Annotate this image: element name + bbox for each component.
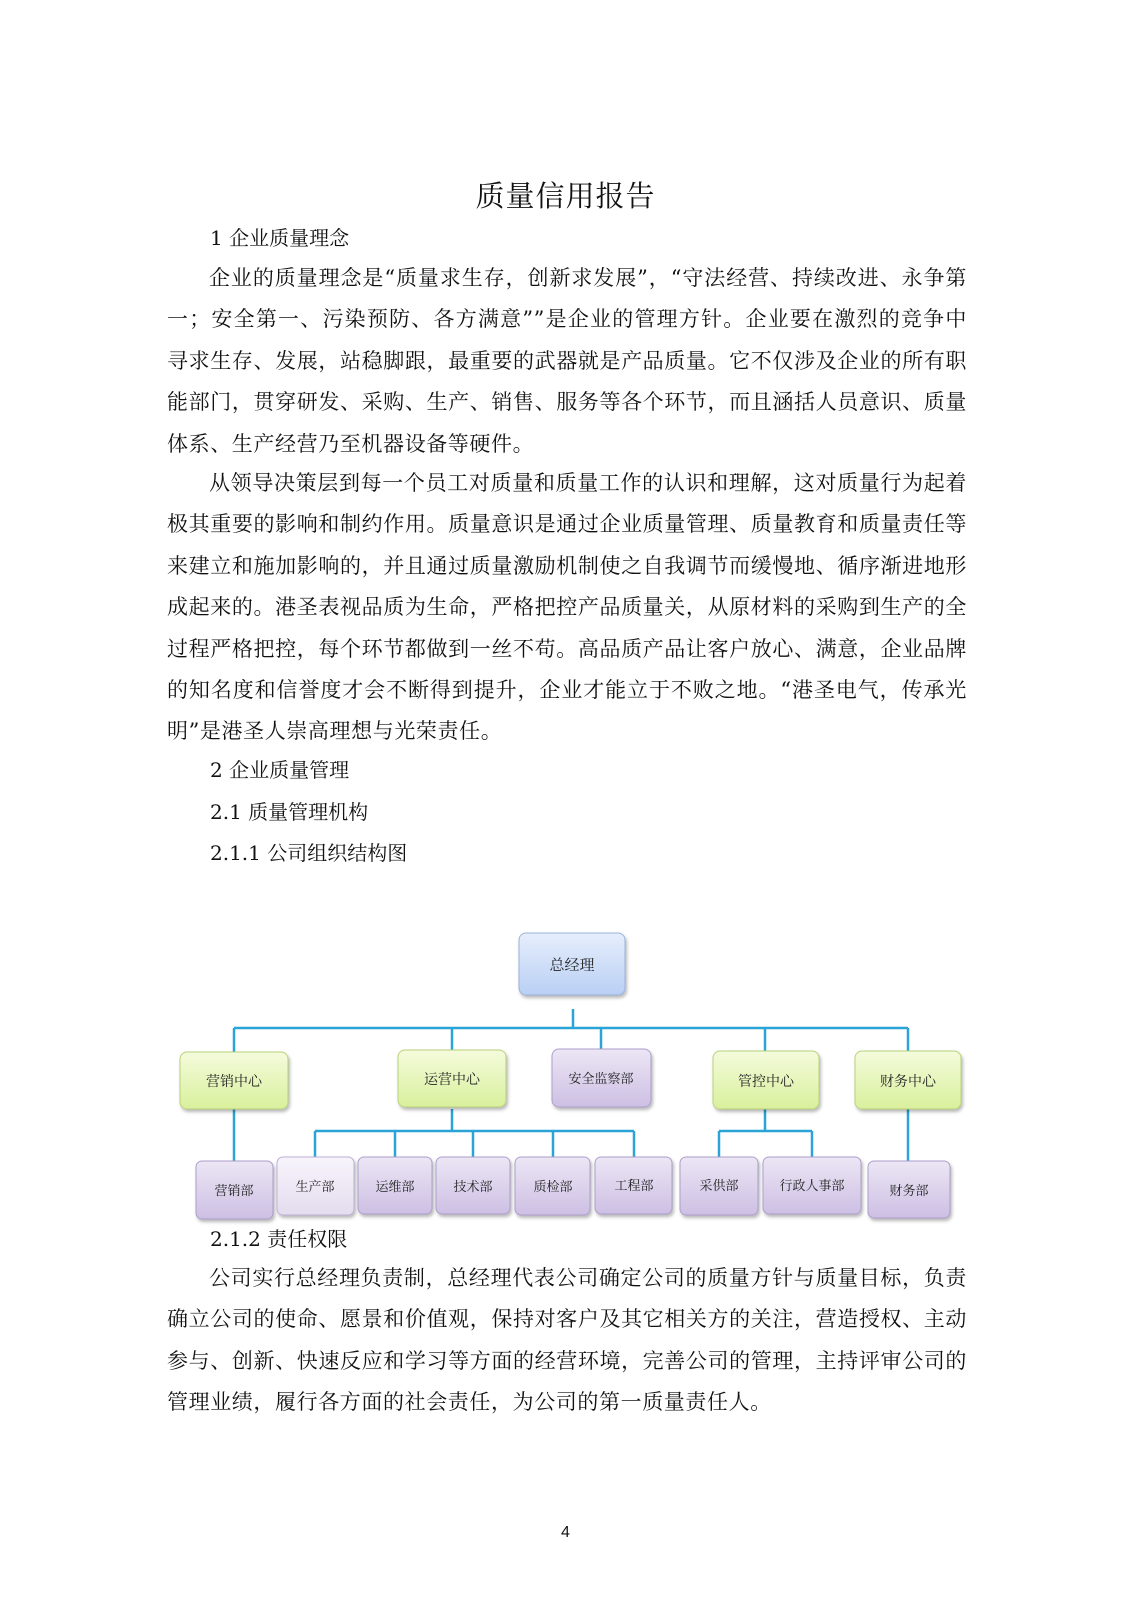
svg-text:总经理: 总经理	[549, 957, 595, 974]
section-2-heading: 2 企业质量管理	[210, 758, 350, 782]
section-1-paragraph-1: 企业的质量理念是“质量求生存，创新求发展”，“守法经营、持续改进、永争第一；安全第一、污染预防、各方满意””是企业的管理方针。企业要在激烈的竞争中寻求生存、发展，站稳脚跟，最重要的武器就是产品质量。它不仅涉及企业的所有职能部门，贯穿研发、采购、生产、销售、服务等各个环节，而且涵括人员意识、质量体系、生产经营乃至机器设备等硬件。	[167, 266, 967, 456]
svg-text:生产部: 生产部	[295, 1179, 335, 1194]
svg-text:安全监察部: 安全监察部	[568, 1071, 634, 1086]
org-node-technology-dept	[436, 1157, 510, 1214]
org-node-engineering-dept	[595, 1157, 672, 1214]
svg-text:财务部: 财务部	[889, 1183, 929, 1198]
org-node-sales-center	[180, 1052, 288, 1109]
org-node-sales-dept	[196, 1161, 273, 1219]
org-node-operations-center	[398, 1050, 506, 1107]
section-1-paragraph-2: 从领导决策层到每一个员工对质量和质量工作的认识和理解，这对质量行为起着极其重要的影响和制约作用。质量意识是通过企业质量管理、质量教育和质量责任等来建立和施加影响的，并且通过质量激励机制使之自我调节而缓慢地、循序渐进地形成起来的。港圣表视品质为生命，严格把控产品质量关，从原材料的采购到生产的全过程严格把控，每个环节都做到一丝不苟。高品质产品让客户放心、满意，企业品牌的知名度和信誉度才会不断得到提升，企业才能立于不败之地。“港圣电气，传承光明”是港圣人崇高理想与光荣责任。	[167, 471, 967, 744]
section-2-1-heading: 2.1 质量管理机构	[210, 800, 369, 824]
svg-text:管控中心: 管控中心	[738, 1073, 794, 1089]
section-2-1-2-paragraph-1: 公司实行总经理负责制，总经理代表公司确定公司的质量方针与质量目标，负责确立公司的使命、愿景和价值观，保持对客户及其它相关方的关注，营造授权、主动参与、创新、快速反应和学习等方面的经营环境，完善公司的管理，主持评审公司的管理业绩，履行各方面的社会责任，为公司的第一质量责任人。	[167, 1266, 967, 1415]
svg-text:营销部: 营销部	[214, 1183, 254, 1198]
svg-text:运维部: 运维部	[375, 1179, 415, 1194]
svg-text:采供部: 采供部	[699, 1178, 739, 1193]
org-node-finance-center	[855, 1051, 961, 1109]
org-node-admin-hr-dept	[763, 1157, 861, 1214]
svg-text:工程部: 工程部	[614, 1178, 654, 1193]
section-2-1-2-heading: 2.1.2 责任权限	[210, 1227, 348, 1251]
org-node-finance-dept	[868, 1161, 950, 1218]
svg-text:营销中心: 营销中心	[206, 1073, 262, 1089]
section-1-heading: 1 企业质量理念	[210, 226, 350, 250]
org-node-control-center	[713, 1051, 819, 1109]
org-node-quality-inspection-dept	[515, 1157, 590, 1215]
org-node-procurement-dept	[680, 1157, 758, 1215]
org-node-general-manager	[519, 933, 625, 995]
svg-text:质检部: 质检部	[533, 1179, 573, 1194]
org-node-maintenance-dept	[358, 1157, 432, 1214]
svg-text:运营中心: 运营中心	[424, 1071, 480, 1087]
svg-text:技术部: 技术部	[453, 1179, 493, 1194]
svg-text:行政人事部: 行政人事部	[779, 1178, 845, 1193]
org-node-production-dept	[277, 1157, 354, 1215]
svg-text:财务中心: 财务中心	[880, 1073, 936, 1089]
org-node-safety-supervision	[552, 1049, 651, 1107]
section-2-1-1-heading: 2.1.1 公司组织结构图	[210, 841, 408, 865]
page-number: 4	[561, 1524, 570, 1541]
page-title: 质量信用报告	[475, 179, 656, 213]
